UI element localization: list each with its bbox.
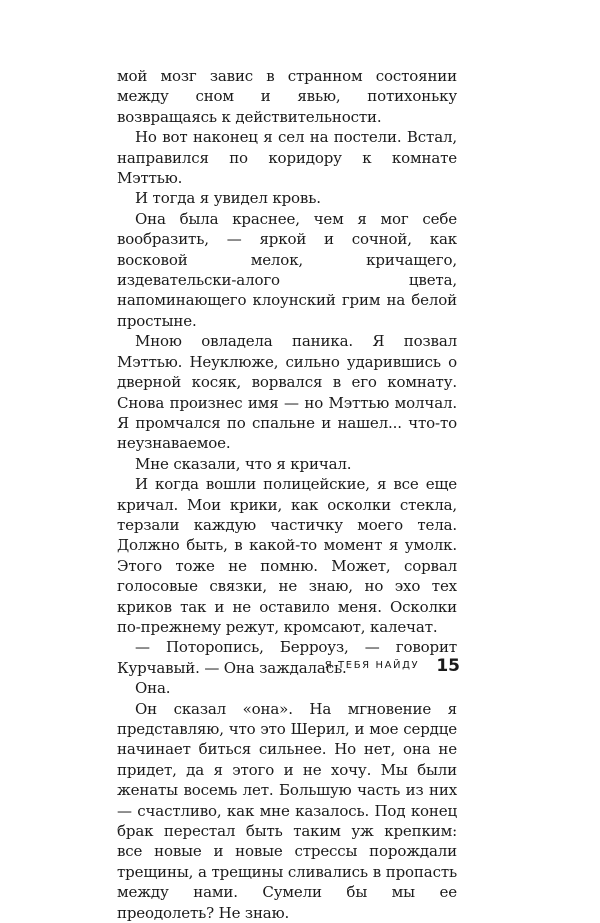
page-footer	[0, 655, 460, 676]
paragraph: Она.	[135, 679, 171, 698]
dialogue-paragraph: — Поторопись, Берроуз, — говорит Курчавый. — Она заждалась.	[117, 638, 457, 677]
paragraph: И тогда я увидел кровь.	[135, 189, 321, 208]
paragraph: И когда вошли полицейские, я все еще кричал. Мои крики, как осколки стекла, терзали каждую частичку моего тела. Должно быть, в какой-то момент я умолк. Этого тоже не помню. Может, сорвал голосовые связки, не знаю, но эхо тех криков так и не оставило меня. Осколки по-прежнему режут, кромсают, калечат.	[117, 475, 457, 636]
running-title: Я ТЕБЯ НАЙДУ	[324, 660, 420, 671]
paragraph: Он сказал «она». На мгновение я представляю, что это Шерил, и мое сердце начинает биться сильнее. Но нет, она не придет, да я этого и не хочу. Мы были женаты восемь лет. Большую часть из них — счастливо, как мне казалось. Под конец брак перестал быть таким уж крепким: все новые и новые стрессы порождали трещины, а трещины сливались в пропасть между нами. Сумели бы мы ее преодолеть? Не знаю.	[117, 699, 457, 922]
paragraph-continuation: мой мозг завис в странном состоянии между сном и явью, потихоньку возвращаясь к действительности.	[117, 67, 457, 126]
paragraph: Мною овладела паника. Я позвал Мэттью. Неуклюже, сильно ударившись о дверной косяк, ворвался в его комнату. Снова произнес имя — но Мэттью молчал. Я промчался по спальне и нашел... что-то неузнаваемое.	[117, 332, 457, 453]
page-number: 15	[436, 655, 460, 676]
page-body-text	[117, 66, 457, 923]
paragraph: Мне сказали, что я кричал.	[135, 454, 352, 473]
paragraph: Она была краснее, чем я мог себе вообразить, — яркой и сочной, как восковой мелок, кричащего, издевательски-алого цвета, напоминающего клоунский грим на белой простыне.	[117, 209, 457, 330]
paragraph: Но вот наконец я сел на постели. Встал, направился по коридору к комнате Мэттью.	[117, 128, 457, 188]
